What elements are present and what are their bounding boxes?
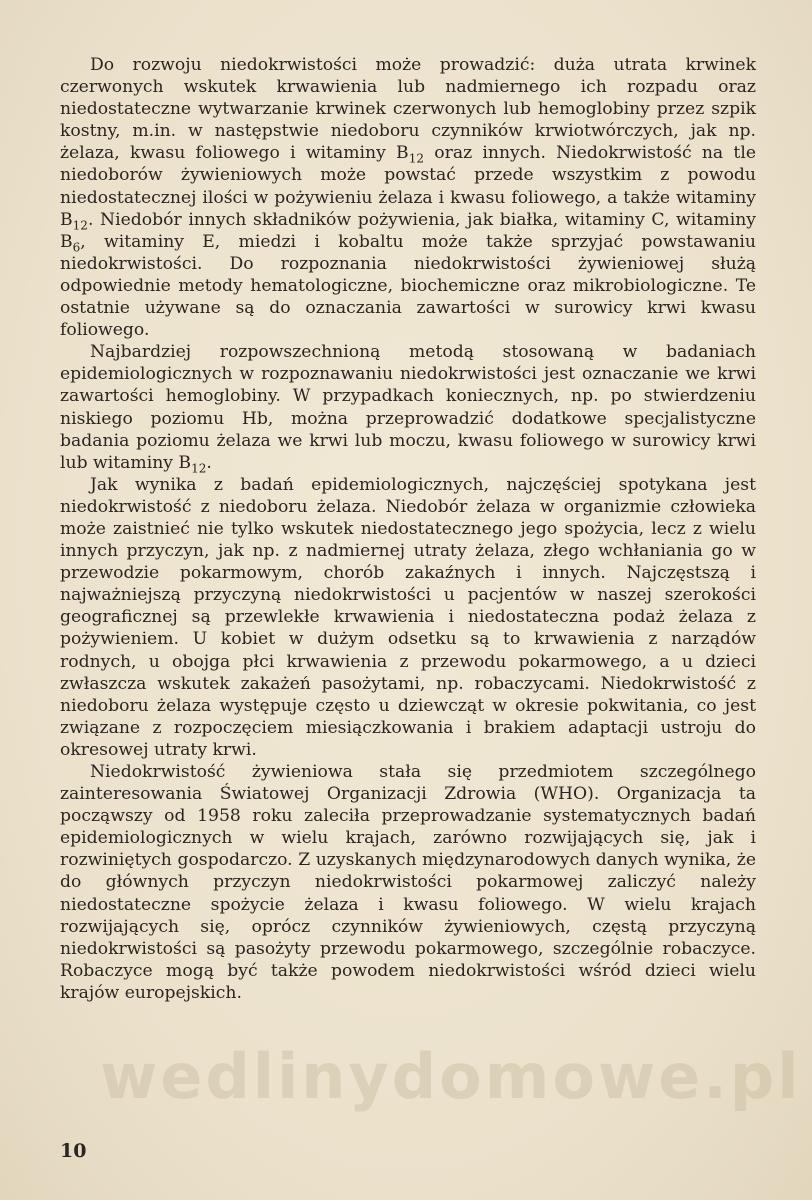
text-run: Do rozwoju niedokrwistości może prowadzić: duża utrata krwinek czerwonych wskutek krwawienia lub nadmiernego ich rozpadu oraz niedostateczne wytwarzanie krwinek czerwonych lub hemoglobiny przez szpik kostny, m.in. w następstwie niedoboru czynników krwiotwórczych, jak np. żelaza, kwasu foliowego i witaminy B — [60, 55, 756, 164]
text-run: Najbardziej rozpowszechnioną metodą stosowaną w badaniach epidemiologicznych w rozpoznawaniu niedokrwistości jest oznaczanie we krwi zawartości hemoglobiny. W przypadkach koniecznych, np. po stwierdzeniu niskiego poziomu Hb, można przeprowadzić dodatkowe specjalistyczne badania poziomu żelaza we krwi lub moczu, kwasu foliowego w surowicy krwi lub witaminy B — [60, 342, 756, 473]
paragraph-4 — [60, 761, 756, 1004]
text-run: Niedokrwistość żywieniowa stała się przedmiotem szczególnego zainteresowania Światowej Organizacji Zdrowia (WHO). Organizacja ta począwszy od 1958 roku zaleciła przeprowadzanie systematycznych badań epidemiologicznych w wielu krajach, zarówno rozwijających się, jak i rozwiniętych gospodarczo. Z uzyskanych międzynarodowych danych wynika, że do głównych przyczyn niedokrwistości pokarmowej zaliczyć należy niedostateczne spożycie żelaza i kwasu foliowego. W wielu krajach rozwijających się, oprócz czynników żywieniowych, częstą przyczyną niedokrwistości są pasożyty przewodu pokarmowego, szczególnie robaczyce. Robaczyce mogą być także powodem niedokrwistości wśród dzieci wielu krajów europejskich. — [60, 762, 756, 1003]
subscript: 6 — [72, 240, 81, 255]
text-run: . Niedobór innych składników pożywienia, jak białka, witaminy C, witaminy B — [60, 209, 756, 252]
text-run: , witaminy E, miedzi i kobaltu może także sprzyjać powstawaniu niedokrwistości. Do rozpoznania niedokrwistości żywieniowej służą odpowiednie metody hematologiczne, biochemiczne oraz mikrobiologiczne. Te ostatnie używane są do oznaczania zawartości w surowicy krwi kwasu foliowego. — [60, 231, 756, 341]
paragraph-1 — [60, 54, 756, 341]
subscript: 12 — [191, 461, 207, 476]
paragraph-2 — [60, 341, 756, 474]
text-run: oraz innych. Niedokrwistość na tle niedoborów żywieniowych może powstać przede wszystkim z powodu niedostatecznej ilości w pożywieniu żelaza i kwasu foliowego, a także witaminy B — [60, 143, 757, 230]
paragraph-3 — [60, 474, 756, 761]
body-text — [60, 54, 756, 1004]
subscript: 12 — [72, 218, 88, 233]
text-run: Jak wynika z badań epidemiologicznych, najczęściej spotykana jest niedokrwistość z niedoboru żelaza. Niedobór żelaza w organizmie człowieka może zaistnieć nie tylko wskutek niedostatecznego jego spożycia, lecz z wielu innych przyczyn, jak np. z nadmiernej utraty żelaza, złego wchłaniania go w przewodzie pokarmowym, chorób zakaźnych i innych. Najczęstszą i najważniejszą przyczyną niedokrwistości u pacjentów w naszej szerokości geograficznej są przewlekłe krwawienia i niedostateczna podaż żelaza z pożywieniem. U kobiet w dużym odsetku są to krwawienia z narządów rodnych, u obojga płci krwawienia z przewodu pokarmowego, a u dzieci zwłaszcza wskutek zakażeń pasożytami, np. robaczycami. Niedokrwistość z niedoboru żelaza występuje często u dziewcząt w okresie pokwitania, co jest związane z rozpoczęciem miesiączkowania i brakiem adaptacji ustroju do okresowej utraty krwi. — [60, 474, 756, 760]
page-number: 10 — [60, 1140, 87, 1162]
subscript: 12 — [408, 151, 424, 166]
watermark: wedlinydomowe.pl — [100, 1040, 802, 1113]
text-run: . — [206, 452, 212, 473]
